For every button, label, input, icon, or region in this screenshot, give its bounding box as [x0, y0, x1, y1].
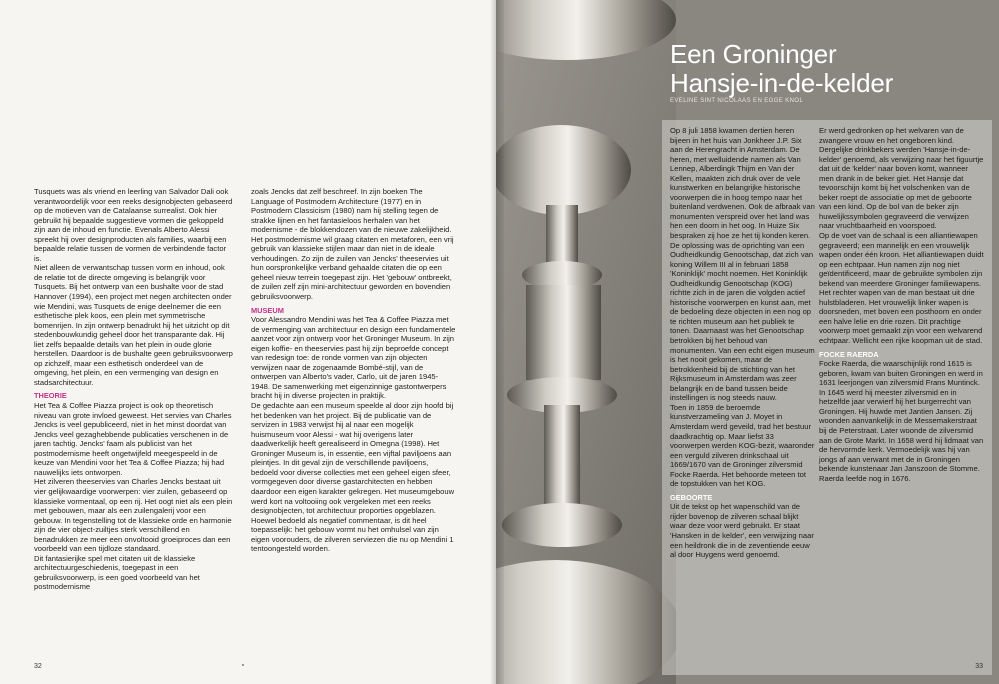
- paragraph: Voor Alessandro Mendini was het Tea & Coffee Piazza met de vermenging van architectuur en design een fundamentele aanzet voor zijn ontwerp voor het Groninger Museum. In zijn eigen koffie- en theeservies past hij zijn beproefde concept van redesign toe: de ronde vormen van zijn objecten verwijzen naar de zogenaamde Bombé-stijl, van de ontwerpen van Alberto's vader, Carlo, uit de jaren 1945-1948. De samenwerking met eigenzinnige gastontwerpers bracht hij in diverse projecten in praktijk.: [251, 315, 456, 401]
- page-dot: [242, 664, 244, 666]
- paragraph: Tusquets was als vriend en leerling van Salvador Dali ook verantwoordelijk voor een reeks designobjecten gebaseerd op de motieven van de Catalaanse surrealist. Ook hier gebruikt hij bepaalde suggestieve vormen die gekoppeld zijn aan de inhoud en functie. Evenals Alberto Alessi spreekt hij over designproducten als families, waarbij een bepaalde relatie tussen de vormen de verbindende factor is.: [34, 187, 233, 263]
- paragraph: Toen in 1859 de beroemde kunstverzameling van J. Moyet in Amsterdam werd geveild, trad het bestuur daadkrachtig op. Maar liefst 33 voorwerpen werden KOG-bezit, waaronder een verguld zilveren drinkschaal uit 1669/1670 van de Groninger zilversmid Focke Raerda. Het behoorde meteen tot de topstukken van het KOG.: [670, 402, 815, 489]
- page-number-left: 32: [34, 663, 42, 670]
- title-line-1: Een Groninger: [670, 39, 837, 69]
- section-heading: MUSEUM: [251, 305, 284, 315]
- page-number-right: 33: [975, 663, 983, 670]
- paragraph: zoals Jencks dat zelf beschreef. In zijn boeken The Language of Postmodern Architecture (1977) en in Postmodern Classicism (1980) nam hij stelling tegen de strakke lijnen en het fantasieloos herhalen van het modernisme - de blokkendozen van de nieuwe zakelijkheid. Het postmodernisme wil graag citaten en metaforen, een vrij gebruik van klassieke stijlen maar dan niet in de ideale verhoudingen. Zo zijn de zuilen van Jencks' theeservies uit hun oorspronkelijke verband gehaalde citaten die op een geheel nieuw terrein toegepast zijn. Het 'gebouw' ontbreekt, de zuilen zelf zijn mini-architectuur geworden en bovendien gebruiksvoorwerp.: [251, 187, 454, 302]
- right-page: [496, 0, 999, 684]
- article-title: [670, 40, 990, 98]
- left-column-2: [251, 187, 456, 554]
- title-line-2: Hansje-in-de-kelder: [670, 68, 894, 98]
- silver-goblet-photo: [496, 0, 676, 684]
- section-heading: GEBOORTE: [670, 492, 713, 502]
- section-heading: THEORIE: [34, 391, 67, 401]
- paragraph: Op de voet van de schaal is een alliantiewapen gegraveerd; een mannelijk en een vrouwelijk wapen onder één kroon. Het alliantiewapen duidt op een echtpaar. Hun namen zijn nog niet geïdentificeerd, maar de gebruikte symbolen zijn bekend van meerdere Groninger familiewapens. Het rechter wapen van de man bestaat uit drie hulstbladeren. Het vrouwelijk linker wapen is doorsneden, met boven een posthoorn en onder een halve lelie en drie rozen. Dit prachtige voorwerp moet gemaakt zijn voor een welvarend echtpaar. Wellicht een rijke koopman uit de stad.: [819, 231, 984, 346]
- right-column-1: [670, 126, 815, 560]
- right-column-2: [819, 126, 984, 483]
- section-heading: FOCKE RAERDA: [819, 349, 879, 359]
- left-page: [0, 0, 496, 684]
- paragraph: Op 8 juli 1858 kwamen dertien heren bijeen in het huis van Jonkheer J.P. Six aan de Herengracht in Amsterdam. De heren, met welluidende namen als Van Lennep, Alberdingk Thijm en Van der Kellen, maakten zich druk over de vele kunstwerken en belangrijke historische voorwerpen die in hoog tempo naar het buitenland verdwenen. Ook de afbraak van monumenten verspreid over het land was hen een doorn in het oog. In Huize Six bespraken zij hoe ze het tij konden keren. De oplossing was de oprichting van een Oudheidkundig Genootschap, dat zich van koning Willem III al in februari 1858 'Koninklijk' mocht noemen. Het Koninklijk Oudheidkundig Genootschap (KOG) richtte zich in de jaren die volgden actief historische voorwerpen en kunst aan, met de bedoeling deze objecten in een nog op te richten museum aan het publiek te tonen. Daarnaast was het Genootschap betrokken bij het behoud van monumenten. Van een echt eigen museum is het nooit gekomen, maar de betrokkenheid bij de stichting van het Rijksmuseum in Amsterdam was zeer belangrijk en de band tussen beide instellingen is nog steeds nauw.: [670, 126, 815, 403]
- paragraph: Uit de tekst op het wapenschild van de rijder bovenop de zilveren schaal blijkt waar deze voor werd gebruikt. Er staat 'Hansken in de kelder', een verwijzing naar een heildronk die in de zeventiende eeuw al door Huygens werd genoemd.: [670, 502, 814, 560]
- byline: EVELINE SINT NICOLAAS EN EGGE KNOL: [670, 98, 804, 104]
- paragraph: Het zilveren theeservies van Charles Jencks bestaat uit vier gelijkwaardige voorwerpen: vier zuilen, gebaseerd op klassieke vormentaal, op een rij. Het oogt niet als een plein met gebouwen, maar als een zuilengalerij voor een gebouw. In tegenstelling tot de klassieke orde en harmonie zijn de vier object-zuiltjes sterk verschillend en benadrukken ze meer een onvoltooid groeiproces dan een voorbeeld van een tijdloze standaard.: [34, 477, 233, 554]
- page-gutter: [490, 0, 504, 684]
- paragraph: Het Tea & Coffee Piazza project is ook op theoretisch niveau van grote invloed geweest. Het servies van Charles Jencks is veel gepubliceerd, niet in het minst doordat van Jencks veel gezaghebbende publicaties verschenen in de jaren tachtig. Jencks' faam als publicist van het postmodernisme heeft ongetwijfeld meegespeeld in de keuze van Mendini voor het Tea & Coffee Piazza; hij had nauwelijks iets ontworpen.: [34, 401, 232, 477]
- paragraph: Er werd gedronken op het welvaren van de zwangere vrouw en het ongeboren kind. Dergelijke drinkbekers werden 'Hansje-in-de-kelder' genoemd, als verwijzing naar het figuurtje dat uit de 'kelder' naar boven komt, wanneer men drank in de beker giet. Het Hansje dat tevoorschijn komt bij het volschenken van de beker roept de associatie op met de geboorte van een kind. Op de bol van de beker zijn huwelijkssymbolen gegraveerd die verwijzen naar vruchtbaarheid en voorspoed.: [819, 126, 984, 231]
- paragraph: De gedachte aan een museum speelde al door zijn hoofd bij het bedenken van het project. Bij de publicatie van de servizen in 1983 verwijst hij al naar een mogelijk huismuseum voor Alessi - wat hij overigens later daadwerkelijk heeft gerealiseerd in Omegna (1998). Het Groninger Museum is, in essentie, een vijftal paviljoens aan pleintjes. In dit geval zijn de verschillende paviljoens, bedoeld voor diverse collecties met een geheel eigen sfeer, vormgegeven door diverse gastarchitecten en hebben daardoor een eigen karakter gekregen. Het museumgebouw werd kort na voltooiing ook vergeleken met een reeks designobjecten, tot architectuur proporties opgeblazen. Hoewel bedoeld als negatief commentaar, is dit heel toepasselijk: het gebouw vormt nu het omhulsel van zijn eigen voorouders, de zilveren serviezen die nu op Mendini 1 tentoongesteld worden.: [251, 401, 455, 554]
- paragraph: Niet alleen de verwantschap tussen vorm en inhoud, ook de relatie tot de directe omgeving is belangrijk voor Tusquets. Bij het ontwerp van een bushalte voor de stad Hannover (1994), een project met negen architecten onder wie Mendini, was Tusquets de enige deelnemer die een esthetische plek koos, een plein met symmetrische bomenrijen. In zijn ontwerp benadrukt hij het uitzicht op dit stedenbouwkundig geheel door het transparante dak. Hij liet zelfs bepaalde details van het plein in oude glorie herstellen. Daardoor is de bushalte geen gebruiksvoorwerp op zichzelf, maar een esthetisch onderdeel van de omgeving, het plein, en een vermenging van design en stadsarchitectuur.: [34, 263, 233, 387]
- paragraph: Focke Raerda, die waarschijnlijk rond 1615 is geboren, kwam van buiten Groningen en werd in 1631 leerjongen van zilversmid Frans Muntinck. In 1645 werd hij meester zilversmid en in hetzelfde jaar verwierf hij het burgerrecht van Groningen. Hij huwde met Jantien Jansen. Zij woonden aanvankelijk in de Messemakerstraat bij de Peterstraat. Later woonde de zilversmid aan de Grote Markt. In 1658 werd hij lidmaat van de hervormde kerk. Vermoedelijk was hij van jongs af aan verwant met de in Groningen bekende kunstenaar Jan Janszoon de Stomme. Raerda leefde nog in 1676.: [819, 359, 984, 483]
- left-column-1: [34, 187, 234, 592]
- paragraph: Dit fantasierijke spel met citaten uit de klassieke architectuurgeschiedenis, toegepast in een gebruiksvoorwerp, is een goed voorbeeld van het postmodernisme: [34, 553, 200, 592]
